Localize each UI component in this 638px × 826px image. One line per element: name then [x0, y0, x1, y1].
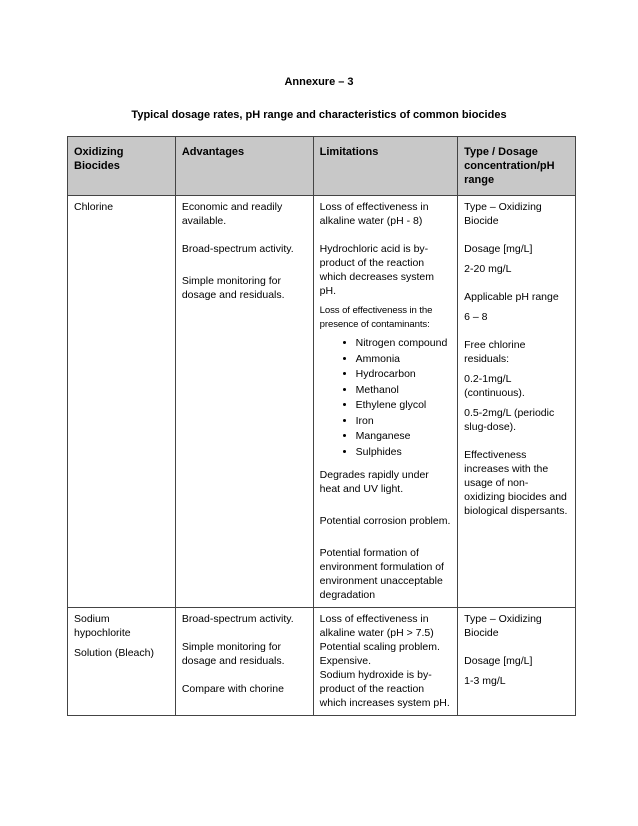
ph-range-value: 6 – 8 [464, 311, 488, 323]
dosage-value: 2-20 mg/L [464, 263, 512, 275]
advantage-text: Compare with chorine [181, 683, 284, 695]
limitation-text: Loss of effectiveness in alkaline water (pH > 7.5) [319, 613, 434, 639]
biocide-name: Chlorine [74, 201, 114, 213]
advantage-text: Simple monitoring for dosage and residuals. [181, 641, 285, 667]
limitation-text: Loss of effectiveness in alkaline water (pH - 8) [319, 201, 429, 227]
annexure-label: Annexure – 3 [284, 76, 354, 88]
column-header-biocides: Oxidizing Biocides [68, 137, 176, 196]
list-item: • Nitrogen compound [356, 336, 452, 352]
document-title: Typical dosage rates, pH range and characteristics of common biocides [131, 109, 507, 121]
biocide-name: Sodium hypochlorite [74, 613, 131, 639]
list-item: • Iron [356, 414, 452, 430]
cell-advantages [175, 196, 313, 608]
biocides-table [67, 136, 576, 716]
list-item: • Hydrocarbon [356, 367, 452, 383]
residuals-label: Free chlorine residuals: [464, 339, 526, 365]
table-row-chlorine [68, 196, 576, 608]
cell-limitations [313, 608, 458, 716]
dosage-value: 1-3 mg/L [464, 675, 506, 687]
advantage-text: Broad-spectrum activity. [181, 243, 294, 255]
table-row-sodium-hypochlorite [68, 608, 576, 716]
list-item: • Manganese [356, 429, 452, 445]
type-text: Type – Oxidizing Biocide [464, 613, 542, 639]
limitation-text: Sodium hydroxide is by-product of the reaction which increases system pH. [319, 669, 450, 709]
dosage-label: Dosage [mg/L] [464, 655, 533, 667]
column-header-type-dosage: Type / Dosage concentration/pH range [458, 137, 576, 196]
cell-type-dosage [458, 196, 576, 608]
column-header-advantages: Advantages [175, 137, 313, 196]
ph-range-label: Applicable pH range [464, 291, 559, 303]
list-item: • Ammonia [356, 352, 452, 368]
residuals-value: 0.5-2mg/L (periodic slug-dose). [464, 407, 555, 433]
effectiveness-note: Effectiveness increases with the usage of non-oxidizing biocides and biological dispersants. [464, 449, 568, 517]
advantage-text: Simple monitoring for dosage and residuals. [181, 275, 285, 301]
cell-biocide-name [68, 196, 176, 608]
limitation-text: Potential formation of environment formulation of environment unacceptable degradation [319, 547, 444, 601]
cell-biocide-name [68, 608, 176, 716]
cell-type-dosage [458, 608, 576, 716]
limitation-text: Expensive. [319, 655, 372, 667]
list-item: • Methanol [356, 383, 452, 399]
limitation-text: Hydrochloric acid is by-product of the reaction which decreases system pH. [319, 243, 435, 297]
list-item: • Sulphides [356, 445, 452, 461]
list-item: • Ethylene glycol [356, 398, 452, 414]
contaminant-list [320, 336, 452, 460]
type-text: Type – Oxidizing Biocide [464, 201, 542, 227]
advantage-text: Broad-spectrum activity. [181, 613, 294, 625]
limitation-text: Potential corrosion problem. [319, 515, 451, 527]
column-header-limitations: Limitations [313, 137, 458, 196]
residuals-value: 0.2-1mg/L (continuous). [464, 373, 525, 399]
limitation-text: Degrades rapidly under heat and UV light. [319, 469, 429, 495]
limitation-text: Loss of effectiveness in the presence of contaminants: [319, 305, 433, 330]
dosage-label: Dosage [mg/L] [464, 243, 533, 255]
limitation-text: Potential scaling problem. [319, 641, 440, 653]
biocide-name-sub: Solution (Bleach) [74, 647, 154, 659]
cell-limitations [313, 196, 458, 608]
advantage-text: Economic and readily available. [181, 201, 283, 227]
cell-advantages [175, 608, 313, 716]
table-header-row [68, 137, 576, 196]
